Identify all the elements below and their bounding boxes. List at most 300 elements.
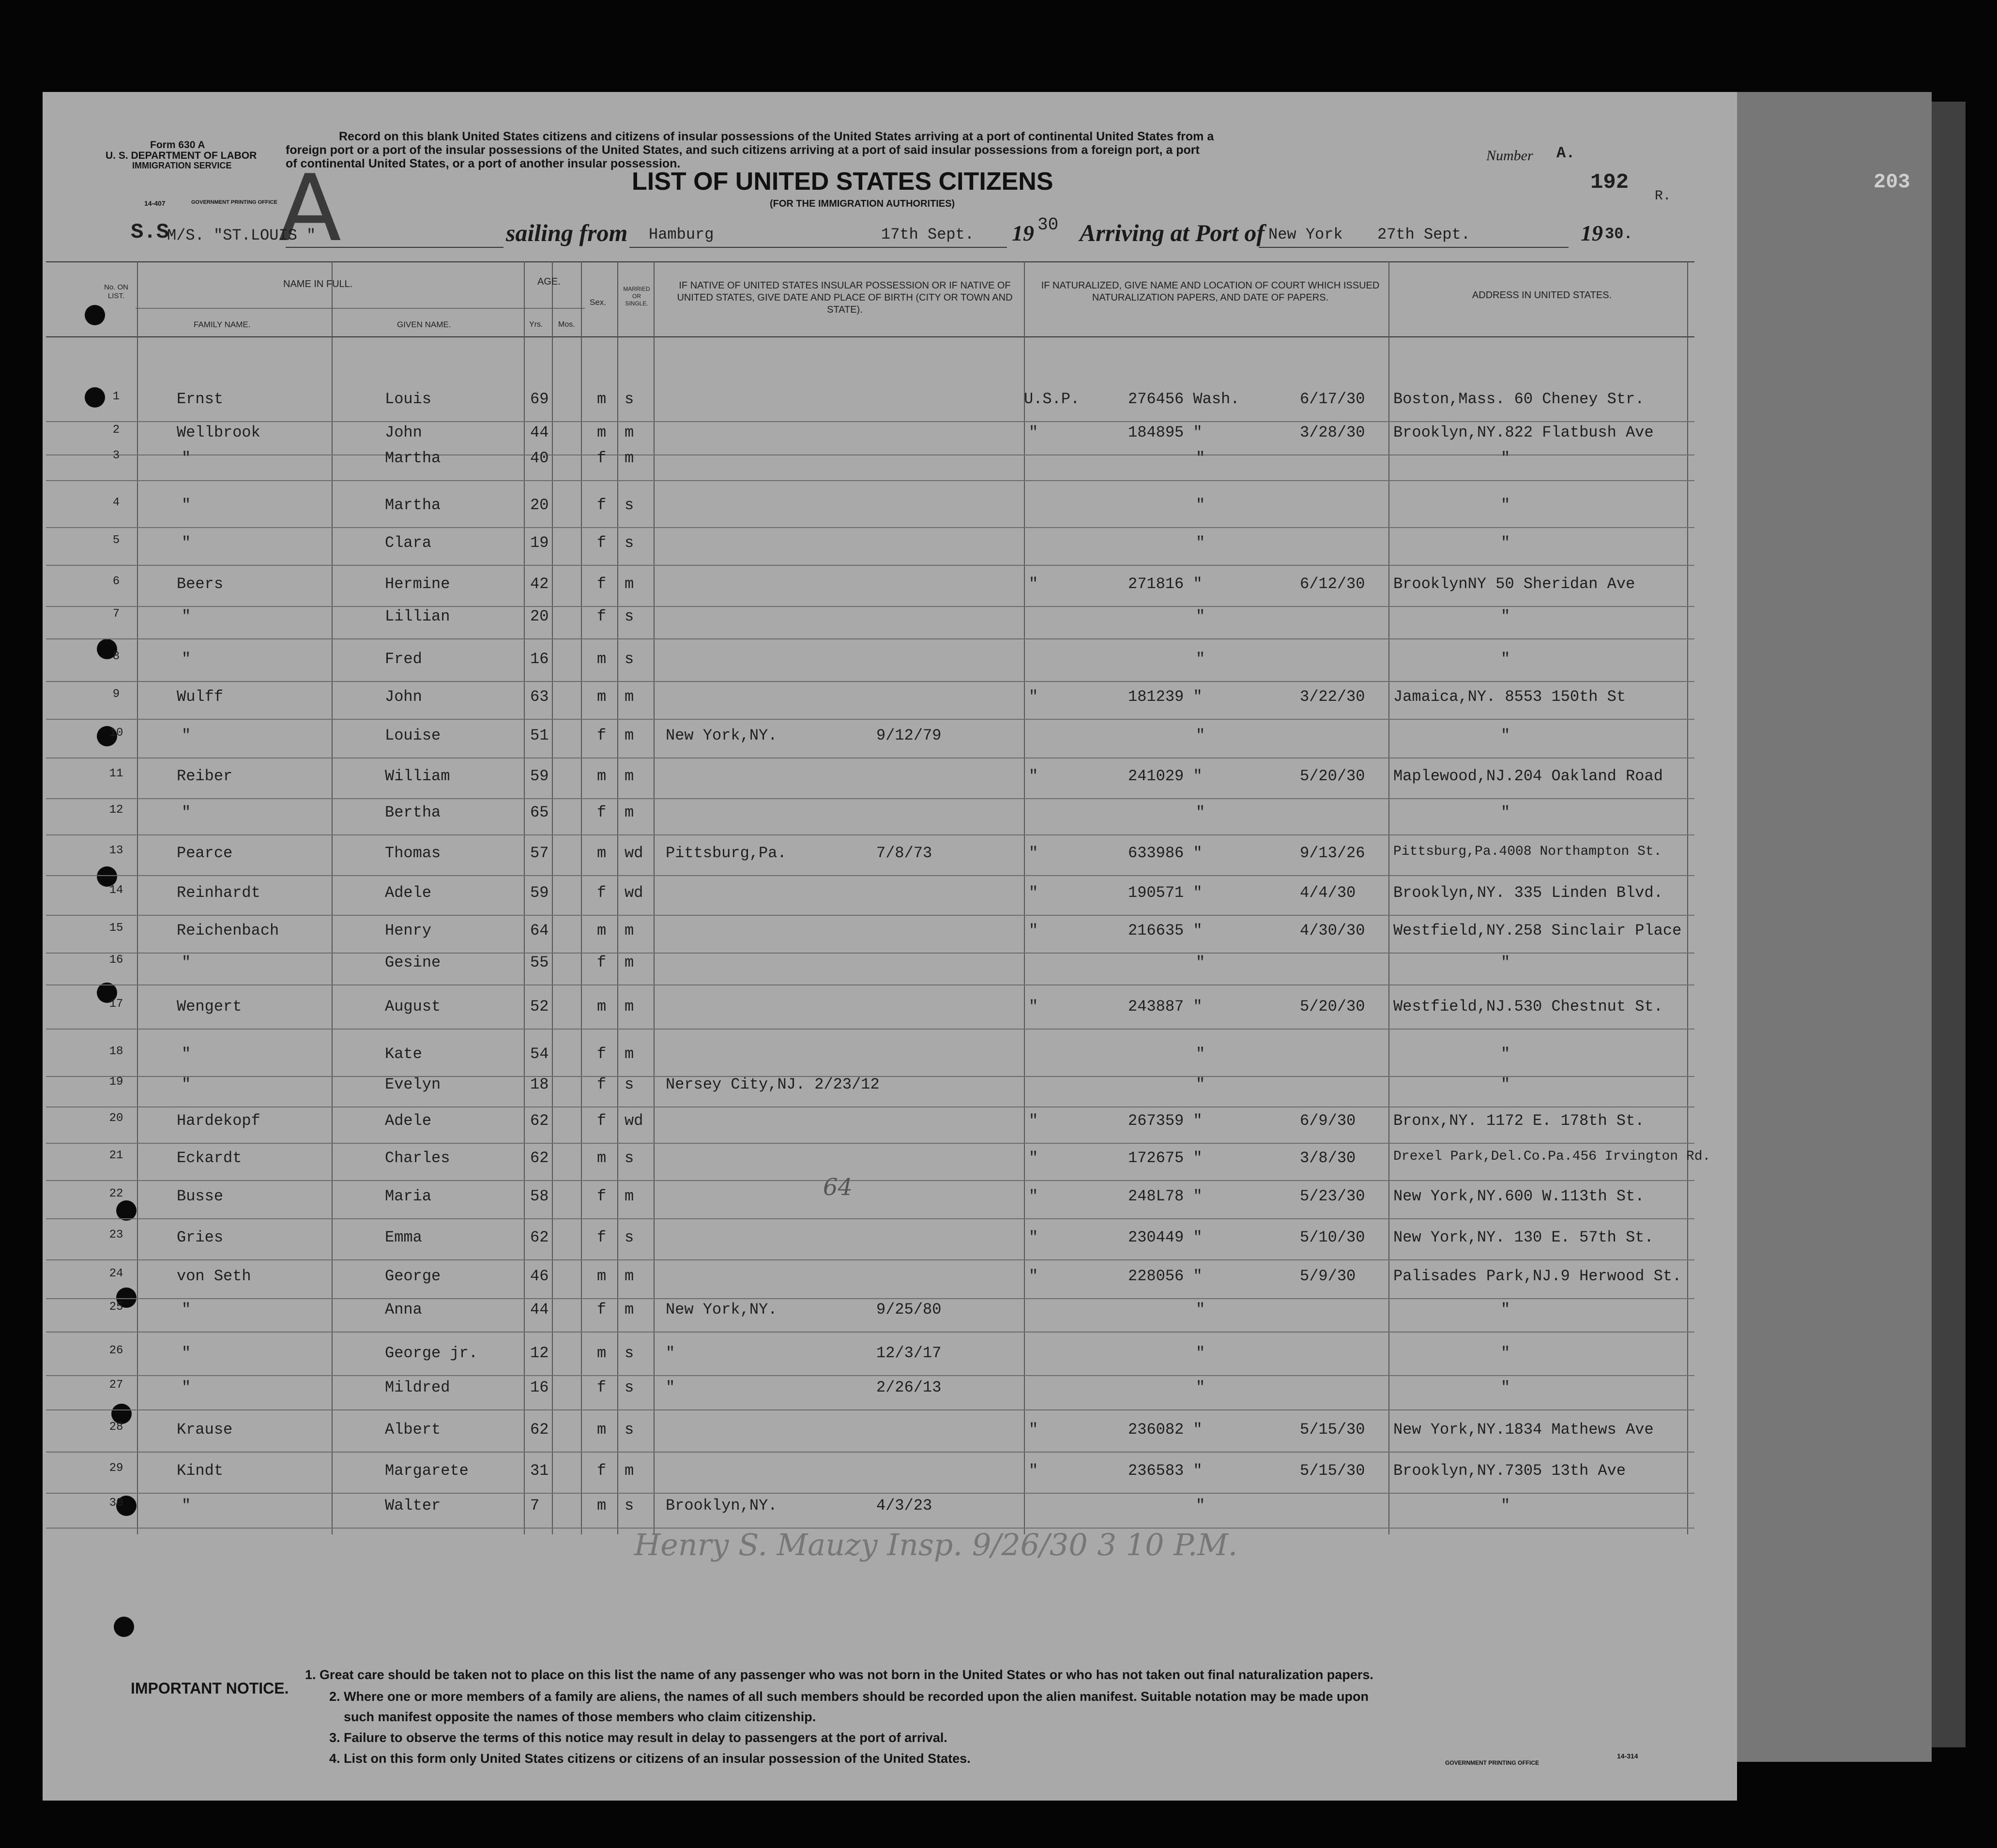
marital-status: s	[625, 1228, 634, 1246]
naturalization-certificate: "	[1196, 1045, 1205, 1063]
given-name: George	[385, 1267, 441, 1285]
given-name: Martha	[385, 496, 441, 514]
naturalization-court: "	[1029, 1187, 1038, 1205]
marital-status: m	[625, 424, 634, 441]
us-address: "	[1501, 1378, 1510, 1396]
given-name: Lillian	[385, 607, 450, 625]
given-name: John	[385, 688, 422, 706]
family-name: Reiber	[177, 767, 233, 785]
header-given: GIVEN NAME.	[397, 320, 451, 329]
given-name: August	[385, 998, 441, 1015]
row-rule-line	[46, 1029, 1694, 1030]
given-name: Kate	[385, 1045, 422, 1063]
us-address: "	[1501, 607, 1510, 625]
sex: f	[597, 449, 607, 467]
sex: m	[597, 1267, 607, 1285]
sex: f	[597, 884, 607, 902]
header-marital: MARRIED OR SINGLE.	[623, 286, 650, 307]
row-rule-line	[46, 1298, 1694, 1299]
depart-year-suffix: 30	[1037, 215, 1059, 235]
family-name: Reichenbach	[177, 922, 279, 939]
row-rule-line	[46, 1218, 1694, 1219]
age-years: 18	[530, 1075, 549, 1093]
family-name: Beers	[177, 575, 224, 593]
row-number: 27	[109, 1378, 123, 1392]
age-years: 46	[530, 1267, 549, 1285]
naturalization-court: "	[1029, 767, 1038, 785]
column-divider	[332, 261, 333, 1534]
row-rule-line	[46, 875, 1694, 876]
marital-status: m	[625, 922, 634, 939]
us-address: "	[1501, 1045, 1510, 1063]
column-divider	[654, 261, 655, 1534]
row-rule-line	[46, 1375, 1694, 1376]
sex: f	[597, 1187, 607, 1205]
marital-status: s	[625, 607, 634, 625]
family-name: von Seth	[177, 1267, 251, 1285]
us-address: New York,NY. 130 E. 57th St.	[1393, 1228, 1654, 1246]
row-number: 15	[109, 922, 123, 935]
sex: m	[597, 424, 607, 441]
column-divider	[617, 261, 618, 1534]
naturalization-certificate: 276456 Wash.	[1128, 390, 1240, 408]
family-name: Kindt	[177, 1462, 224, 1480]
binder-hole	[85, 387, 105, 408]
family-name: Wengert	[177, 998, 242, 1015]
sex: f	[597, 803, 607, 821]
column-divider	[1024, 261, 1025, 1534]
naturalization-certificate: 236583 "	[1128, 1462, 1203, 1480]
age-years: 40	[530, 449, 549, 467]
marital-status: s	[625, 650, 634, 668]
us-address: New York,NY.600 W.113th St.	[1393, 1187, 1645, 1205]
row-number: 24	[109, 1267, 123, 1280]
sex: f	[597, 1378, 607, 1396]
marital-status: m	[625, 1187, 634, 1205]
name-subheader-line	[136, 308, 523, 309]
given-name: Walter	[385, 1497, 441, 1515]
naturalization-court: "	[1029, 1149, 1038, 1167]
row-number: 4	[112, 496, 120, 509]
form-subtitle: (FOR THE IMMIGRATION AUTHORITIES)	[770, 198, 955, 209]
row-number: 23	[109, 1228, 123, 1242]
naturalization-certificate: 172675 "	[1128, 1149, 1203, 1167]
naturalization-court: "	[1029, 575, 1038, 593]
marital-status: s	[625, 534, 634, 552]
marital-status: m	[625, 449, 634, 467]
us-address: Pittsburg,Pa.4008 Northampton St.	[1393, 844, 1662, 859]
given-name: George jr.	[385, 1344, 478, 1362]
age-years: 65	[530, 803, 549, 821]
age-years: 7	[530, 1497, 540, 1515]
form-number: Form 630 A	[150, 139, 205, 151]
age-years: 54	[530, 1045, 549, 1063]
row-rule-line	[46, 719, 1694, 720]
row-rule-line	[46, 1180, 1694, 1181]
row-rule-line	[46, 1332, 1694, 1333]
naturalization-court: "	[1029, 1462, 1038, 1480]
naturalization-certificate: 633986 "	[1128, 844, 1203, 862]
column-divider	[1687, 261, 1688, 1534]
age-years: 69	[530, 390, 549, 408]
list-suffix: R.	[1655, 189, 1671, 204]
instruction-line-3: of continental United States, or a port of another insular possession.	[286, 157, 681, 170]
naturalization-date: 4/30/30	[1300, 922, 1365, 939]
naturalization-date: 5/23/30	[1300, 1187, 1365, 1205]
header-naturalized: IF NATURALIZED, GIVE NAME AND LOCATION OF COURT WHICH ISSUED NATURALIZATION PAPERS, AND DATE OF PAPERS.	[1041, 280, 1380, 303]
sailing-label: sailing from	[506, 219, 628, 246]
naturalization-date: 6/9/30	[1300, 1112, 1356, 1130]
arriving-label: Arriving at Port of	[1080, 219, 1265, 246]
naturalization-date: 5/20/30	[1300, 767, 1365, 785]
row-number: 2	[112, 424, 120, 437]
family-name: "	[182, 1344, 191, 1362]
row-rule-line	[46, 681, 1694, 682]
binder-hole	[85, 305, 105, 325]
birth-date: 9/25/80	[876, 1301, 942, 1318]
naturalization-court: "	[1029, 1267, 1038, 1285]
us-address: Westfield,NY.258 Sinclair Place	[1393, 922, 1682, 939]
age-years: 16	[530, 650, 549, 668]
naturalization-date: 4/4/30	[1300, 884, 1356, 902]
naturalization-date: 3/8/30	[1300, 1149, 1356, 1167]
sex: f	[597, 1462, 607, 1480]
row-number: 17	[109, 998, 123, 1011]
given-name: Adele	[385, 884, 432, 902]
naturalization-certificate: "	[1196, 534, 1205, 552]
sex: m	[597, 390, 607, 408]
sex: m	[597, 767, 607, 785]
depart-date: 17th Sept.	[881, 226, 975, 243]
marital-status: wd	[625, 844, 643, 862]
naturalization-court: "	[1029, 922, 1038, 939]
us-address: Palisades Park,NJ.9 Herwood St.	[1393, 1267, 1682, 1285]
row-number: 1	[112, 390, 120, 403]
age-years: 55	[530, 954, 549, 971]
family-name: Eckardt	[177, 1149, 242, 1167]
row-rule-line	[46, 527, 1694, 528]
from-port: Hamburg	[649, 226, 714, 243]
naturalization-certificate: "	[1196, 727, 1205, 744]
us-address: "	[1501, 650, 1510, 668]
naturalization-certificate: 228056 "	[1128, 1267, 1203, 1285]
us-address: Drexel Park,Del.Co.Pa.456 Irvington Rd.	[1393, 1149, 1711, 1164]
row-rule-line	[46, 1106, 1694, 1107]
sex: m	[597, 1497, 607, 1515]
naturalization-court: "	[1029, 998, 1038, 1015]
marital-status: m	[625, 998, 634, 1015]
us-address: BrooklynNY 50 Sheridan Ave	[1393, 575, 1635, 593]
header-birth: IF NATIVE OF UNITED STATES INSULAR POSSESSION OR IF NATIVE OF UNITED STATES, GIVE DATE AND PLACE OF BIRTH (CITY OR TOWN AND STATE).	[677, 280, 1013, 315]
us-address: New York,NY.1834 Mathews Ave	[1393, 1421, 1654, 1439]
header-age-group: AGE.	[537, 276, 561, 287]
birth-date: 12/3/17	[876, 1344, 942, 1362]
notice-item-3: 3. Failure to observe the terms of this notice may result in delay to passengers at the port of arrival.	[329, 1730, 947, 1745]
age-years: 57	[530, 844, 549, 862]
marital-status: s	[625, 1421, 634, 1439]
row-rule-line	[46, 606, 1694, 607]
age-subheader-line	[523, 308, 585, 309]
column-divider	[137, 261, 138, 1534]
given-name: Adele	[385, 1112, 432, 1130]
marital-status: s	[625, 1075, 634, 1093]
row-rule-line	[46, 757, 1694, 758]
marital-status: wd	[625, 884, 643, 902]
sex: m	[597, 844, 607, 862]
us-address: "	[1501, 1497, 1510, 1515]
us-address: "	[1501, 1301, 1510, 1318]
family-name: "	[182, 1378, 191, 1396]
age-years: 63	[530, 688, 549, 706]
row-rule-line	[46, 1452, 1694, 1453]
sex: f	[597, 534, 607, 552]
naturalization-certificate: 241029 "	[1128, 767, 1203, 785]
age-years: 58	[530, 1187, 549, 1205]
naturalization-date: 5/10/30	[1300, 1228, 1365, 1246]
given-name: Fred	[385, 650, 422, 668]
row-number: 8	[112, 650, 120, 663]
marital-status: s	[625, 496, 634, 514]
naturalization-date: 6/17/30	[1300, 390, 1365, 408]
vessel-underline	[286, 247, 503, 248]
given-name: William	[385, 767, 450, 785]
header-no: No. ON LIST.	[104, 283, 128, 300]
family-name: Pearce	[177, 844, 233, 862]
row-rule-line	[46, 1143, 1694, 1144]
marital-status: m	[625, 688, 634, 706]
naturalization-certificate: 216635 "	[1128, 922, 1203, 939]
row-number: 6	[112, 575, 120, 588]
naturalization-court: "	[1029, 1421, 1038, 1439]
naturalization-certificate: "	[1196, 449, 1205, 467]
naturalization-date: 5/15/30	[1300, 1462, 1365, 1480]
column-divider	[524, 261, 525, 1534]
arrival-date: 27th Sept.	[1377, 226, 1471, 243]
table-top-border	[46, 261, 1694, 262]
header-address: ADDRESS IN UNITED STATES.	[1472, 290, 1612, 301]
birth-date: 7/8/73	[876, 844, 932, 862]
marital-status: m	[625, 1045, 634, 1063]
birth-date: 4/3/23	[876, 1497, 932, 1515]
print-code: 14-407	[144, 199, 166, 207]
family-name: "	[182, 1301, 191, 1318]
family-name: Wellbrook	[177, 424, 260, 441]
sex: f	[597, 1075, 607, 1093]
naturalization-date: 3/28/30	[1300, 424, 1365, 441]
row-number: 25	[109, 1301, 123, 1314]
birth-date: 2/26/13	[876, 1378, 942, 1396]
row-rule-line	[46, 1493, 1694, 1494]
service-name: IMMIGRATION SERVICE	[132, 161, 232, 170]
age-years: 59	[530, 884, 549, 902]
naturalization-date: 6/12/30	[1300, 575, 1365, 593]
family-name: Gries	[177, 1228, 224, 1246]
family-name: Busse	[177, 1187, 224, 1205]
binder-hole	[116, 1200, 137, 1221]
list-number: 192	[1590, 170, 1629, 195]
given-name: Emma	[385, 1228, 422, 1246]
given-name: Bertha	[385, 803, 441, 821]
marital-status: m	[625, 727, 634, 744]
row-rule-line	[46, 565, 1694, 566]
us-address: "	[1501, 1075, 1510, 1093]
sex: m	[597, 688, 607, 706]
marital-status: s	[625, 1149, 634, 1167]
naturalization-certificate: "	[1196, 1075, 1205, 1093]
us-address: Jamaica,NY. 8553 150th St	[1393, 688, 1626, 706]
age-years: 19	[530, 534, 549, 552]
marital-status: m	[625, 1267, 634, 1285]
header-name-group: NAME IN FULL.	[283, 279, 353, 289]
given-name: Maria	[385, 1187, 432, 1205]
naturalization-certificate: 236082 "	[1128, 1421, 1203, 1439]
age-years: 62	[530, 1149, 549, 1167]
naturalization-date: 5/20/30	[1300, 998, 1365, 1015]
naturalization-certificate: "	[1196, 803, 1205, 821]
us-address: "	[1501, 1344, 1510, 1362]
birth-place: Pittsburg,Pa.	[666, 844, 787, 862]
given-name: Charles	[385, 1149, 450, 1167]
given-name: Thomas	[385, 844, 441, 862]
given-name: John	[385, 424, 422, 441]
us-address: Boston,Mass. 60 Cheney Str.	[1393, 390, 1645, 408]
row-number: 10	[109, 727, 123, 740]
naturalization-certificate: "	[1196, 650, 1205, 668]
age-years: 59	[530, 767, 549, 785]
notice-item-4: 4. List on this form only United States citizens or citizens of an insular possession of the United States.	[329, 1751, 971, 1766]
sex: f	[597, 954, 607, 971]
given-name: Gesine	[385, 954, 441, 971]
sex: f	[597, 1228, 607, 1246]
family-name: "	[182, 496, 191, 514]
naturalization-certificate: "	[1196, 496, 1205, 514]
row-number: 7	[112, 607, 120, 621]
us-address: "	[1501, 496, 1510, 514]
row-number: 21	[109, 1149, 123, 1162]
row-number: 20	[109, 1112, 123, 1125]
vessel-name: M/S. "ST.LOUIS "	[167, 227, 316, 244]
family-name: Krause	[177, 1421, 233, 1439]
naturalization-certificate: "	[1196, 607, 1205, 625]
marital-status: m	[625, 803, 634, 821]
sex: f	[597, 607, 607, 625]
us-address: Brooklyn,NY.7305 13th Ave	[1393, 1462, 1626, 1480]
age-years: 51	[530, 727, 549, 744]
row-number: 9	[112, 688, 120, 701]
row-number: 14	[109, 884, 123, 897]
row-rule-line	[46, 953, 1694, 954]
given-name: Clara	[385, 534, 432, 552]
marital-status: s	[625, 390, 634, 408]
marital-status: m	[625, 767, 634, 785]
family-name: "	[182, 1497, 191, 1515]
age-years: 44	[530, 1301, 549, 1318]
family-name: "	[182, 954, 191, 971]
us-address: "	[1501, 803, 1510, 821]
form-title: LIST OF UNITED STATES CITIZENS	[632, 167, 1053, 196]
marital-status: m	[625, 575, 634, 593]
row-number: 3	[112, 449, 120, 462]
sex: f	[597, 1112, 607, 1130]
underlying-page	[1723, 92, 1932, 1762]
row-rule-line	[46, 834, 1694, 835]
naturalization-certificate: 248L78 "	[1128, 1187, 1203, 1205]
row-number: 22	[109, 1187, 123, 1200]
row-number: 11	[109, 767, 123, 780]
row-rule-line	[46, 638, 1694, 639]
naturalization-court: "	[1029, 688, 1038, 706]
binder-hole	[114, 1617, 134, 1637]
footer-gpo-note: GOVERNMENT PRINTING OFFICE	[1445, 1759, 1540, 1766]
from-underline	[629, 247, 871, 248]
us-address: Maplewood,NJ.204 Oakland Road	[1393, 767, 1663, 785]
given-name: Martha	[385, 449, 441, 467]
family-name: "	[182, 803, 191, 821]
birth-place: Nersey City,NJ. 2/23/12	[666, 1075, 880, 1093]
us-address: "	[1501, 954, 1510, 971]
age-years: 62	[530, 1421, 549, 1439]
age-years: 62	[530, 1112, 549, 1130]
given-name: Henry	[385, 922, 432, 939]
birth-place: "	[666, 1378, 675, 1396]
age-years: 62	[530, 1228, 549, 1246]
age-years: 42	[530, 575, 549, 593]
family-name: Wulff	[177, 688, 224, 706]
inspector-signature: Henry S. Mauzy Insp. 9/26/30 3 10 P.M.	[634, 1527, 1238, 1562]
marital-status: m	[625, 1301, 634, 1318]
header-family: FAMILY NAME.	[194, 320, 251, 329]
marital-status: m	[625, 1462, 634, 1480]
page-number: 203	[1874, 170, 1910, 194]
given-name: Anna	[385, 1301, 422, 1318]
age-years: 20	[530, 496, 549, 514]
vessel-prefix: S.S	[131, 220, 169, 244]
footer-print-code: 14-314	[1617, 1752, 1638, 1760]
naturalization-certificate: 181239 "	[1128, 688, 1203, 706]
family-name: "	[182, 534, 191, 552]
row-rule-line	[46, 1259, 1694, 1260]
instruction-line-1: Record on this blank United States citizens and citizens of insular possessions of the United States arriving at a port of continental United States from a	[339, 130, 1214, 143]
family-name: "	[182, 449, 191, 467]
row-rule-line	[46, 480, 1694, 481]
age-years: 52	[530, 998, 549, 1015]
instruction-line-2: foreign port or a port of the insular possessions of the United States, and such citizens arriving at a port of said insular possessions from a foreign port, a port	[286, 143, 1200, 157]
age-years: 16	[530, 1378, 549, 1396]
naturalization-court: "	[1029, 1112, 1038, 1130]
column-divider	[581, 261, 582, 1534]
header-bottom-border	[46, 336, 1694, 337]
number-value: A.	[1556, 144, 1575, 162]
depart-year-prefix: 19	[1012, 221, 1034, 245]
age-years: 12	[530, 1344, 549, 1362]
given-name: Hermine	[385, 575, 450, 593]
us-address: Brooklyn,NY. 335 Linden Blvd.	[1393, 884, 1663, 902]
family-name: "	[182, 1045, 191, 1063]
age-years: 20	[530, 607, 549, 625]
family-name: "	[182, 1075, 191, 1093]
notice-heading: IMPORTANT NOTICE.	[131, 1680, 289, 1697]
sex: f	[597, 1045, 607, 1063]
row-number: 26	[109, 1344, 123, 1357]
birth-place: New York,NY.	[666, 1301, 777, 1318]
given-name: Margarete	[385, 1462, 469, 1480]
family-name: Reinhardt	[177, 884, 260, 902]
row-number: 12	[109, 803, 123, 817]
row-number: 5	[112, 534, 120, 547]
marital-status: s	[625, 1378, 634, 1396]
family-name: "	[182, 607, 191, 625]
birth-date: 9/12/79	[876, 727, 942, 744]
